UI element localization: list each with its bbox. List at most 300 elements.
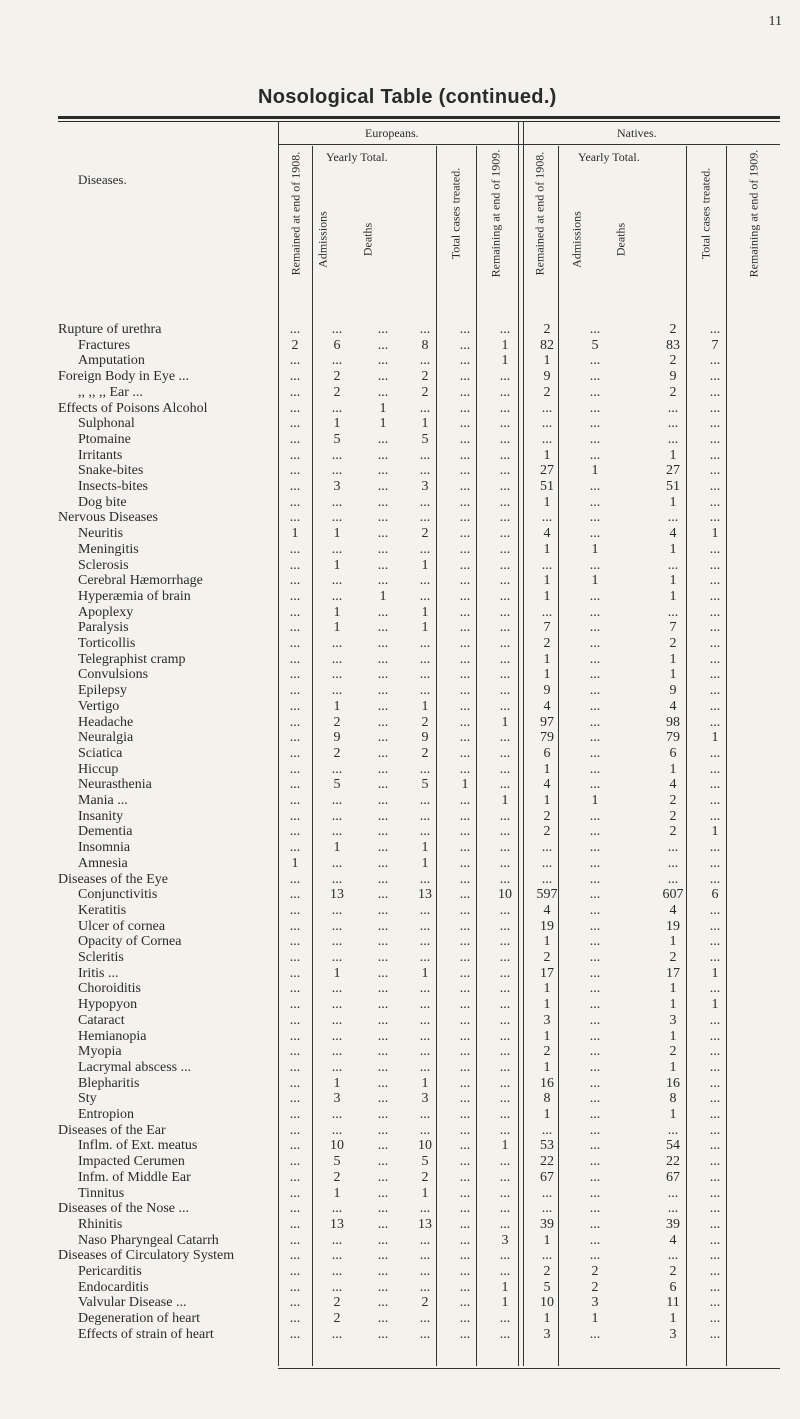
- table-cell: ...: [589, 855, 601, 871]
- table-cell: 17: [540, 965, 554, 981]
- table-cell: ...: [331, 1059, 343, 1075]
- table-cell: 5: [421, 431, 429, 447]
- disease-name: Ulcer of cornea: [78, 918, 166, 934]
- table-cell: ...: [377, 1248, 389, 1264]
- table-cell: 607: [662, 887, 684, 903]
- table-cell: 13: [418, 1216, 432, 1232]
- table-cell: ...: [289, 1122, 301, 1138]
- table-cell: ...: [289, 934, 301, 950]
- table-cell: 97: [540, 714, 554, 730]
- table-cell: ...: [459, 353, 471, 369]
- table-cell: ...: [459, 698, 471, 714]
- table-cell: ...: [541, 416, 553, 432]
- table-cell: ...: [331, 510, 343, 526]
- table-cell: ...: [589, 981, 601, 997]
- table-cell: ...: [289, 588, 301, 604]
- table-cell: 83: [666, 337, 680, 353]
- table-cell: ...: [459, 887, 471, 903]
- table-cell: 1: [543, 541, 551, 557]
- disease-name: Scleritis: [78, 950, 124, 965]
- table-cell: ...: [419, 902, 431, 918]
- table-cell: 22: [540, 1154, 554, 1170]
- table-cell: ...: [377, 494, 389, 510]
- table-cell: ...: [459, 793, 471, 808]
- table-cell: ...: [589, 745, 601, 761]
- table-cell: ...: [499, 526, 511, 542]
- table-cell: ...: [541, 510, 553, 526]
- table-cell: ...: [499, 384, 511, 400]
- table-cell: ...: [289, 1295, 301, 1311]
- table-cell: ...: [499, 463, 511, 479]
- table-cell: ...: [709, 1044, 721, 1060]
- disease-name: Epilepsy: [78, 683, 127, 699]
- na-admissions: Admissions: [569, 211, 584, 268]
- table-cell: ...: [459, 416, 471, 432]
- table-cell: ...: [419, 322, 431, 337]
- table-cell: ...: [589, 1044, 601, 1060]
- table-cell: ...: [709, 1201, 721, 1217]
- table-cell: ...: [709, 1154, 721, 1170]
- table-cell: ...: [377, 1264, 389, 1279]
- table-cell: ...: [709, 1107, 721, 1122]
- table-cell: ...: [667, 557, 679, 573]
- table-cell: ...: [459, 557, 471, 573]
- table-cell: ...: [459, 934, 471, 950]
- table-cell: ...: [331, 447, 343, 463]
- table-cell: 6: [333, 337, 341, 353]
- table-cell: ...: [589, 1059, 601, 1075]
- table-cell: ...: [499, 950, 511, 965]
- table-cell: ...: [499, 510, 511, 526]
- table-cell: ...: [459, 667, 471, 683]
- table-cell: ...: [589, 369, 601, 385]
- table-cell: 6: [543, 745, 551, 761]
- table-cell: ...: [709, 1169, 721, 1185]
- table-cell: ...: [589, 997, 601, 1013]
- table-cell: 6: [711, 887, 719, 903]
- table-cell: ...: [331, 918, 343, 934]
- table-cell: ...: [289, 479, 301, 494]
- table-cell: 1: [669, 667, 677, 683]
- table-cell: ...: [331, 761, 343, 777]
- table-cell: ...: [499, 479, 511, 494]
- table-cell: ...: [377, 887, 389, 903]
- table-cell: ...: [589, 698, 601, 714]
- table-cell: 1: [669, 934, 677, 950]
- table-cell: ...: [331, 1028, 343, 1044]
- table-cell: 82: [540, 337, 554, 353]
- table-cell: 11: [666, 1295, 680, 1311]
- table-cell: 13: [330, 887, 344, 903]
- table-cell: ...: [377, 384, 389, 400]
- table-cell: 1: [501, 353, 509, 369]
- table-cell: ...: [589, 808, 601, 824]
- table-cell: 3: [591, 1295, 599, 1311]
- table-cell: 1: [421, 1185, 429, 1201]
- table-cell: ...: [459, 636, 471, 651]
- disease-name: Keratitis: [78, 902, 127, 918]
- natives-yearly-total: Yearly Total.: [578, 150, 640, 164]
- table-cell: ...: [541, 1185, 553, 1201]
- table-cell: ...: [377, 714, 389, 730]
- table-cell: ...: [709, 322, 721, 337]
- table-cell: ...: [709, 667, 721, 683]
- table-cell: ...: [377, 934, 389, 950]
- disease-name: Diseases of the Nose ...: [58, 1201, 190, 1217]
- table-cell: ...: [377, 761, 389, 777]
- table-cell: 2: [333, 384, 341, 400]
- table-cell: 1: [543, 1107, 551, 1122]
- table-cell: ...: [709, 1279, 721, 1295]
- table-cell: ...: [377, 1216, 389, 1232]
- table-cell: 1: [291, 526, 299, 542]
- disease-name: Hiccup: [78, 761, 119, 777]
- table-cell: ...: [289, 400, 301, 416]
- table-cell: ...: [499, 588, 511, 604]
- table-cell: ...: [419, 1326, 431, 1342]
- table-cell: 1: [421, 416, 429, 432]
- eu-deaths: Deaths: [360, 222, 375, 257]
- page-title: Nosological Table (continued.): [258, 86, 557, 108]
- table-cell: ...: [667, 840, 679, 856]
- table-cell: ...: [377, 997, 389, 1013]
- table-cell: ...: [499, 871, 511, 887]
- table-cell: ...: [419, 1122, 431, 1138]
- table-cell: ...: [419, 541, 431, 557]
- table-cell: ...: [459, 604, 471, 620]
- table-cell: ...: [541, 400, 553, 416]
- table-cell: ...: [459, 400, 471, 416]
- disease-name: Hemianopia: [78, 1028, 147, 1044]
- table-cell: ...: [419, 1201, 431, 1217]
- table-cell: ...: [377, 573, 389, 589]
- table-cell: ...: [459, 1201, 471, 1217]
- table-cell: ...: [709, 651, 721, 667]
- table-cell: 2: [333, 369, 341, 385]
- table-cell: ...: [377, 808, 389, 824]
- table-cell: ...: [419, 934, 431, 950]
- table-cell: ...: [377, 667, 389, 683]
- table-cell: ...: [459, 431, 471, 447]
- table-cell: ...: [459, 1169, 471, 1185]
- table-cell: ...: [289, 667, 301, 683]
- table-cell: ...: [419, 1012, 431, 1028]
- table-cell: ...: [459, 1044, 471, 1060]
- table-cell: ...: [589, 1028, 601, 1044]
- table-cell: 6: [669, 1279, 677, 1295]
- table-cell: ...: [709, 950, 721, 965]
- table-cell: ...: [589, 1326, 601, 1342]
- table-cell: ...: [589, 683, 601, 699]
- table-cell: ...: [589, 1012, 601, 1028]
- table-cell: ...: [377, 1201, 389, 1217]
- table-cell: 2: [669, 1044, 677, 1060]
- table-cell: ...: [589, 761, 601, 777]
- table-cell: ...: [377, 1326, 389, 1342]
- table-cell: 5: [543, 1279, 551, 1295]
- table-cell: 2: [669, 322, 677, 337]
- table-cell: ...: [419, 683, 431, 699]
- table-cell: 98: [666, 714, 680, 730]
- table-cell: ...: [289, 1185, 301, 1201]
- table-cell: ...: [289, 494, 301, 510]
- table-cell: 6: [669, 745, 677, 761]
- table-cell: 8: [543, 1091, 551, 1107]
- table-cell: 4: [669, 526, 677, 542]
- table-cell: ...: [709, 855, 721, 871]
- table-cell: ...: [499, 1201, 511, 1217]
- table-cell: 1: [543, 588, 551, 604]
- table-cell: ...: [331, 855, 343, 871]
- table-cell: ...: [499, 369, 511, 385]
- table-cell: ...: [589, 557, 601, 573]
- table-cell: ...: [459, 1028, 471, 1044]
- table-cell: 3: [669, 1326, 677, 1342]
- disease-name: Vertigo: [78, 698, 120, 714]
- table-cell: ...: [709, 745, 721, 761]
- table-cell: ...: [459, 651, 471, 667]
- table-cell: 2: [543, 384, 551, 400]
- table-cell: ...: [499, 1107, 511, 1122]
- disease-name: Cerebral Hæmorrhage: [78, 573, 203, 589]
- table-cell: ...: [377, 1279, 389, 1295]
- table-cell: ...: [289, 793, 301, 808]
- table-cell: 2: [421, 384, 429, 400]
- table-cell: ...: [499, 1264, 511, 1279]
- table-cell: ...: [589, 667, 601, 683]
- table-cell: ...: [709, 463, 721, 479]
- table-cell: ...: [289, 777, 301, 793]
- table-cell: ...: [377, 871, 389, 887]
- table-cell: ...: [709, 1326, 721, 1342]
- disease-name: Foreign Body in Eye ...: [58, 369, 190, 385]
- disease-name: Valvular Disease ...: [78, 1295, 187, 1311]
- table-cell: ...: [377, 369, 389, 385]
- table-cell: ...: [459, 463, 471, 479]
- table-cell: 19: [540, 918, 554, 934]
- table-cell: ...: [289, 322, 301, 337]
- table-cell: 53: [540, 1138, 554, 1154]
- table-cell: 1: [333, 698, 341, 714]
- table-cell: 5: [333, 431, 341, 447]
- disease-name: Amputation: [78, 353, 145, 369]
- table-cell: 1: [669, 1059, 677, 1075]
- table-cell: 8: [669, 1091, 677, 1107]
- table-cell: ...: [499, 761, 511, 777]
- disease-name: Naso Pharyngeal Catarrh: [78, 1232, 219, 1248]
- table-cell: ...: [331, 950, 343, 965]
- table-cell: 1: [669, 1028, 677, 1044]
- table-cell: ...: [709, 1028, 721, 1044]
- table-cell: ...: [459, 683, 471, 699]
- table-cell: ...: [667, 1201, 679, 1217]
- disease-name: Fractures: [78, 337, 131, 353]
- table-cell: ...: [459, 1107, 471, 1122]
- disease-name: Insomnia: [78, 840, 131, 856]
- table-cell: ...: [377, 447, 389, 463]
- table-cell: ...: [459, 902, 471, 918]
- na-deaths: Deaths: [613, 222, 628, 257]
- table-cell: ...: [289, 1216, 301, 1232]
- table-cell: ...: [289, 918, 301, 934]
- table-cell: ...: [709, 479, 721, 494]
- table-cell: ...: [377, 793, 389, 808]
- table-cell: 3: [333, 1091, 341, 1107]
- table-cell: ...: [419, 588, 431, 604]
- table-cell: ...: [289, 1264, 301, 1279]
- table-cell: ...: [589, 1232, 601, 1248]
- table-cell: 2: [421, 369, 429, 385]
- disease-name: Myopia: [78, 1044, 122, 1060]
- table-cell: ...: [331, 1201, 343, 1217]
- disease-name: Opacity of Cornea: [78, 934, 182, 950]
- table-cell: ...: [289, 431, 301, 447]
- table-cell: ...: [589, 714, 601, 730]
- table-cell: 2: [543, 1264, 551, 1279]
- table-cell: 7: [543, 620, 551, 636]
- table-cell: ...: [331, 573, 343, 589]
- table-cell: 51: [666, 479, 680, 494]
- table-cell: ...: [589, 1107, 601, 1122]
- table-cell: ...: [667, 510, 679, 526]
- eu-remaining-1909: Remaining at end of 1909.: [488, 149, 503, 278]
- table-cell: 1: [501, 1138, 509, 1154]
- table-cell: ...: [499, 494, 511, 510]
- table-cell: 2: [421, 745, 429, 761]
- table-cell: ...: [709, 369, 721, 385]
- table-cell: ...: [419, 824, 431, 840]
- table-cell: 1: [669, 541, 677, 557]
- table-cell: 1: [711, 965, 719, 981]
- table-cell: ...: [589, 447, 601, 463]
- table-cell: 9: [543, 683, 551, 699]
- table-cell: 9: [333, 730, 341, 746]
- table-cell: 1: [711, 526, 719, 542]
- disease-name: Torticollis: [78, 636, 136, 651]
- table-cell: ...: [377, 840, 389, 856]
- table-cell: 16: [666, 1075, 680, 1091]
- table-cell: ...: [377, 322, 389, 337]
- table-cell: ...: [709, 761, 721, 777]
- disease-name: Cataract: [78, 1012, 125, 1028]
- table-cell: ...: [459, 620, 471, 636]
- table-cell: ...: [331, 1248, 343, 1264]
- table-cell: ...: [459, 761, 471, 777]
- table-cell: ...: [709, 981, 721, 997]
- top-rule: [58, 116, 780, 119]
- table-cell: 10: [498, 887, 512, 903]
- table-cell: 3: [501, 1232, 509, 1248]
- table-cell: ...: [289, 1311, 301, 1327]
- table-cell: ...: [589, 1091, 601, 1107]
- table-cell: 1: [421, 557, 429, 573]
- table-cell: ...: [377, 636, 389, 651]
- table-cell: ...: [377, 541, 389, 557]
- disease-name: Effects of Poisons Alcohol: [58, 400, 208, 416]
- table-cell: 2: [421, 714, 429, 730]
- table-cell: ...: [499, 557, 511, 573]
- table-cell: ...: [377, 651, 389, 667]
- table-cell: 9: [421, 730, 429, 746]
- table-cell: 1: [333, 1185, 341, 1201]
- table-cell: ...: [419, 463, 431, 479]
- table-cell: ...: [459, 1154, 471, 1170]
- table-cell: 4: [543, 698, 551, 714]
- table-cell: ...: [667, 400, 679, 416]
- disease-name: Rhinitis: [78, 1216, 123, 1232]
- table-cell: ...: [377, 1122, 389, 1138]
- table-cell: ...: [289, 761, 301, 777]
- table-cell: ...: [331, 1012, 343, 1028]
- table-cell: 1: [543, 793, 551, 808]
- table-cell: 1: [543, 981, 551, 997]
- table-cell: ...: [589, 777, 601, 793]
- table-cell: ...: [459, 494, 471, 510]
- table-cell: ...: [289, 745, 301, 761]
- table-cell: ...: [459, 997, 471, 1013]
- table-cell: 1: [501, 1279, 509, 1295]
- table-cell: ...: [289, 1154, 301, 1170]
- table-cell: 2: [421, 1169, 429, 1185]
- table-cell: 1: [333, 557, 341, 573]
- table-cell: 2: [421, 526, 429, 542]
- table-cell: 39: [540, 1216, 554, 1232]
- disease-name: Amnesia: [78, 855, 128, 871]
- table-cell: ...: [709, 400, 721, 416]
- table-cell: ...: [499, 1216, 511, 1232]
- table-cell: ...: [377, 463, 389, 479]
- table-cell: 1: [543, 494, 551, 510]
- table-cell: ...: [331, 494, 343, 510]
- table-cell: ...: [499, 1012, 511, 1028]
- table-cell: 79: [666, 730, 680, 746]
- table-cell: ...: [459, 1122, 471, 1138]
- table-cell: ...: [289, 902, 301, 918]
- table-cell: 1: [543, 447, 551, 463]
- table-cell: ...: [419, 871, 431, 887]
- table-cell: 1: [379, 588, 387, 604]
- table-cell: ...: [377, 777, 389, 793]
- table-cell: ...: [331, 902, 343, 918]
- table-cell: ...: [499, 1122, 511, 1138]
- table-cell: 1: [421, 604, 429, 620]
- table-cell: ...: [419, 918, 431, 934]
- table-cell: 4: [543, 902, 551, 918]
- disease-name: Insanity: [78, 808, 124, 824]
- table-cell: ...: [289, 808, 301, 824]
- table-cell: ...: [589, 950, 601, 965]
- table-cell: 1: [543, 1028, 551, 1044]
- table-row: [0, 1327, 800, 1346]
- table-cell: 7: [711, 337, 719, 353]
- table-cell: ...: [419, 1028, 431, 1044]
- disease-name: Impacted Cerumen: [78, 1154, 185, 1170]
- table-cell: 1: [333, 620, 341, 636]
- table-cell: ...: [459, 337, 471, 353]
- table-cell: ...: [499, 918, 511, 934]
- table-cell: ...: [499, 447, 511, 463]
- table-cell: ...: [709, 777, 721, 793]
- table-cell: ...: [709, 447, 721, 463]
- disease-name: Lacrymal abscess ...: [78, 1059, 192, 1075]
- table-cell: ...: [331, 400, 343, 416]
- table-cell: ...: [709, 541, 721, 557]
- table-cell: 4: [669, 902, 677, 918]
- table-cell: ...: [377, 1311, 389, 1327]
- table-cell: ...: [589, 1169, 601, 1185]
- table-cell: 1: [591, 1311, 599, 1327]
- table-cell: ...: [589, 730, 601, 746]
